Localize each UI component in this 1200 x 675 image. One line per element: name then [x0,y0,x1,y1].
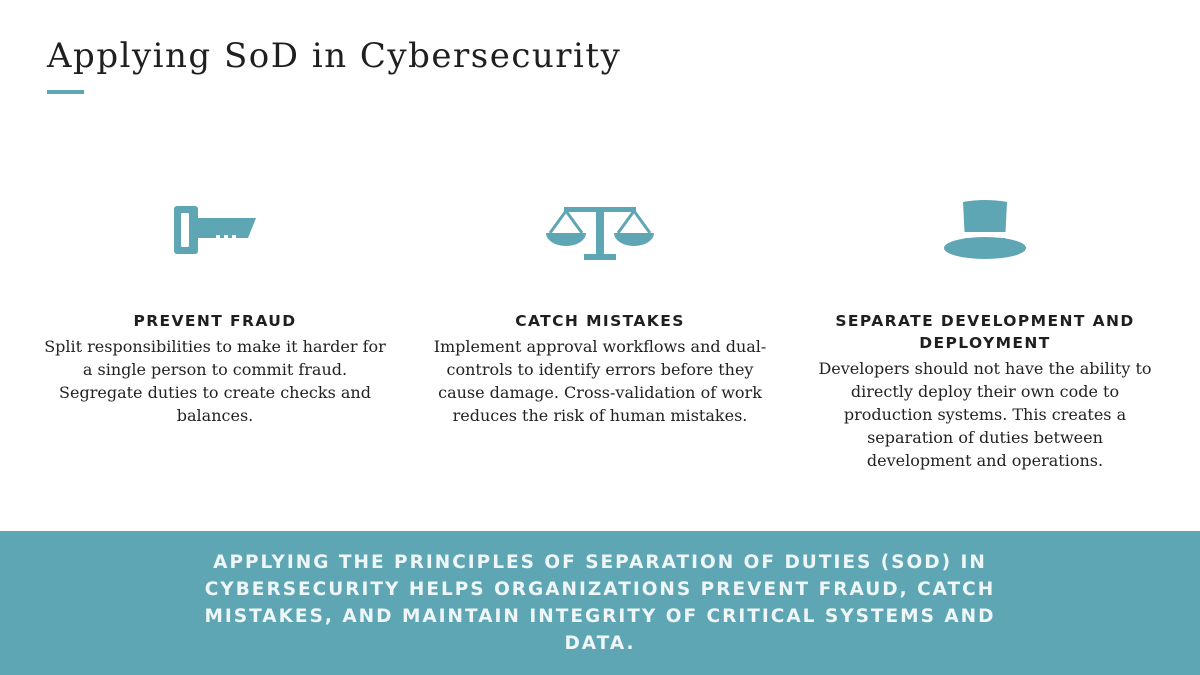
column-separate-development [805,195,1165,472]
scales-icon [420,195,780,265]
column-text: Implement approval workflows and dual-controls to identify errors before they cause damage. Cross-validation of work reduces the risk of human mistakes. [433,337,767,425]
top-hat-icon [805,195,1165,265]
summary-banner [0,531,1200,675]
banner-text: APPLYING THE PRINCIPLES OF SEPARATION OF DUTIES (SOD) IN CYBERSECURITY HELPS ORGANIZATIONS PREVENT FRAUD, CATCH MISTAKES, AND MAINTAIN INTEGRITY OF CRITICAL SYSTEMS AND DATA. [204,552,996,654]
column-text: Developers should not have the ability to directly deploy their own code to production systems. This creates a separation of duties between development and operations. [818,359,1152,470]
column-text: Split responsibilities to make it harder for a single person to commit fraud. Segregate duties to create checks and balances. [44,337,386,425]
column-heading: SEPARATE DEVELOPMENT AND DEPLOYMENT [835,312,1135,352]
column-catch-mistakes [420,195,780,427]
column-prevent-fraud [35,195,395,427]
column-heading: CATCH MISTAKES [515,312,685,330]
key-icon [35,195,395,265]
title-underline [47,90,84,94]
column-heading: PREVENT FRAUD [133,312,297,330]
page-title: Applying SoD in Cybersecurity [47,36,622,76]
